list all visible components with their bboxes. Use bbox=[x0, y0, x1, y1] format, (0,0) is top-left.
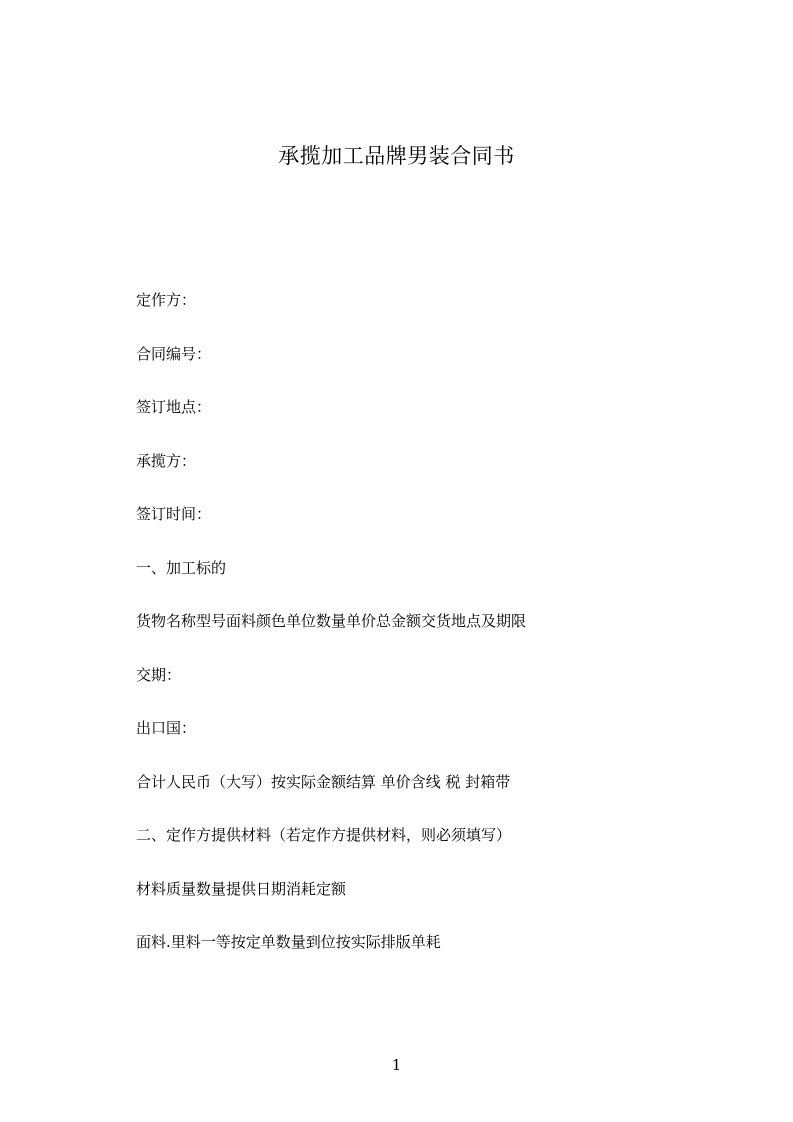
field-delivery-date: 交期： bbox=[136, 665, 182, 684]
page-number: 1 bbox=[391, 1056, 402, 1074]
materials-columns-line: 材料质量数量提供日期消耗定额 bbox=[136, 879, 347, 898]
section-heading-processing-subject: 一、加工标的 bbox=[136, 558, 227, 577]
field-ordering-party: 定作方： bbox=[136, 291, 197, 309]
goods-columns-line: 货物名称型号面料颜色单位数量单价总金额交货地点及期限 bbox=[136, 612, 527, 630]
field-contractor: 承揽方： bbox=[136, 451, 197, 470]
field-export-country: 出口国： bbox=[136, 719, 197, 737]
field-contract-number: 合同编号： bbox=[136, 344, 212, 363]
field-signing-time: 签订时间： bbox=[136, 505, 212, 523]
document-title: 承揽加工品牌男装合同书 bbox=[278, 144, 515, 168]
total-amount-line: 合计人民币（大写）按实际金额结算 单价含线 税 封箱带 bbox=[136, 772, 511, 791]
field-signing-place: 签订地点： bbox=[136, 398, 212, 416]
document-body bbox=[136, 288, 696, 984]
materials-row-fabric: 面料.里料一等按定单数量到位按实际排版单耗 bbox=[136, 933, 441, 951]
section-heading-materials: 二、定作方提供材料（若定作方提供材料，则必须填写） bbox=[136, 826, 512, 844]
